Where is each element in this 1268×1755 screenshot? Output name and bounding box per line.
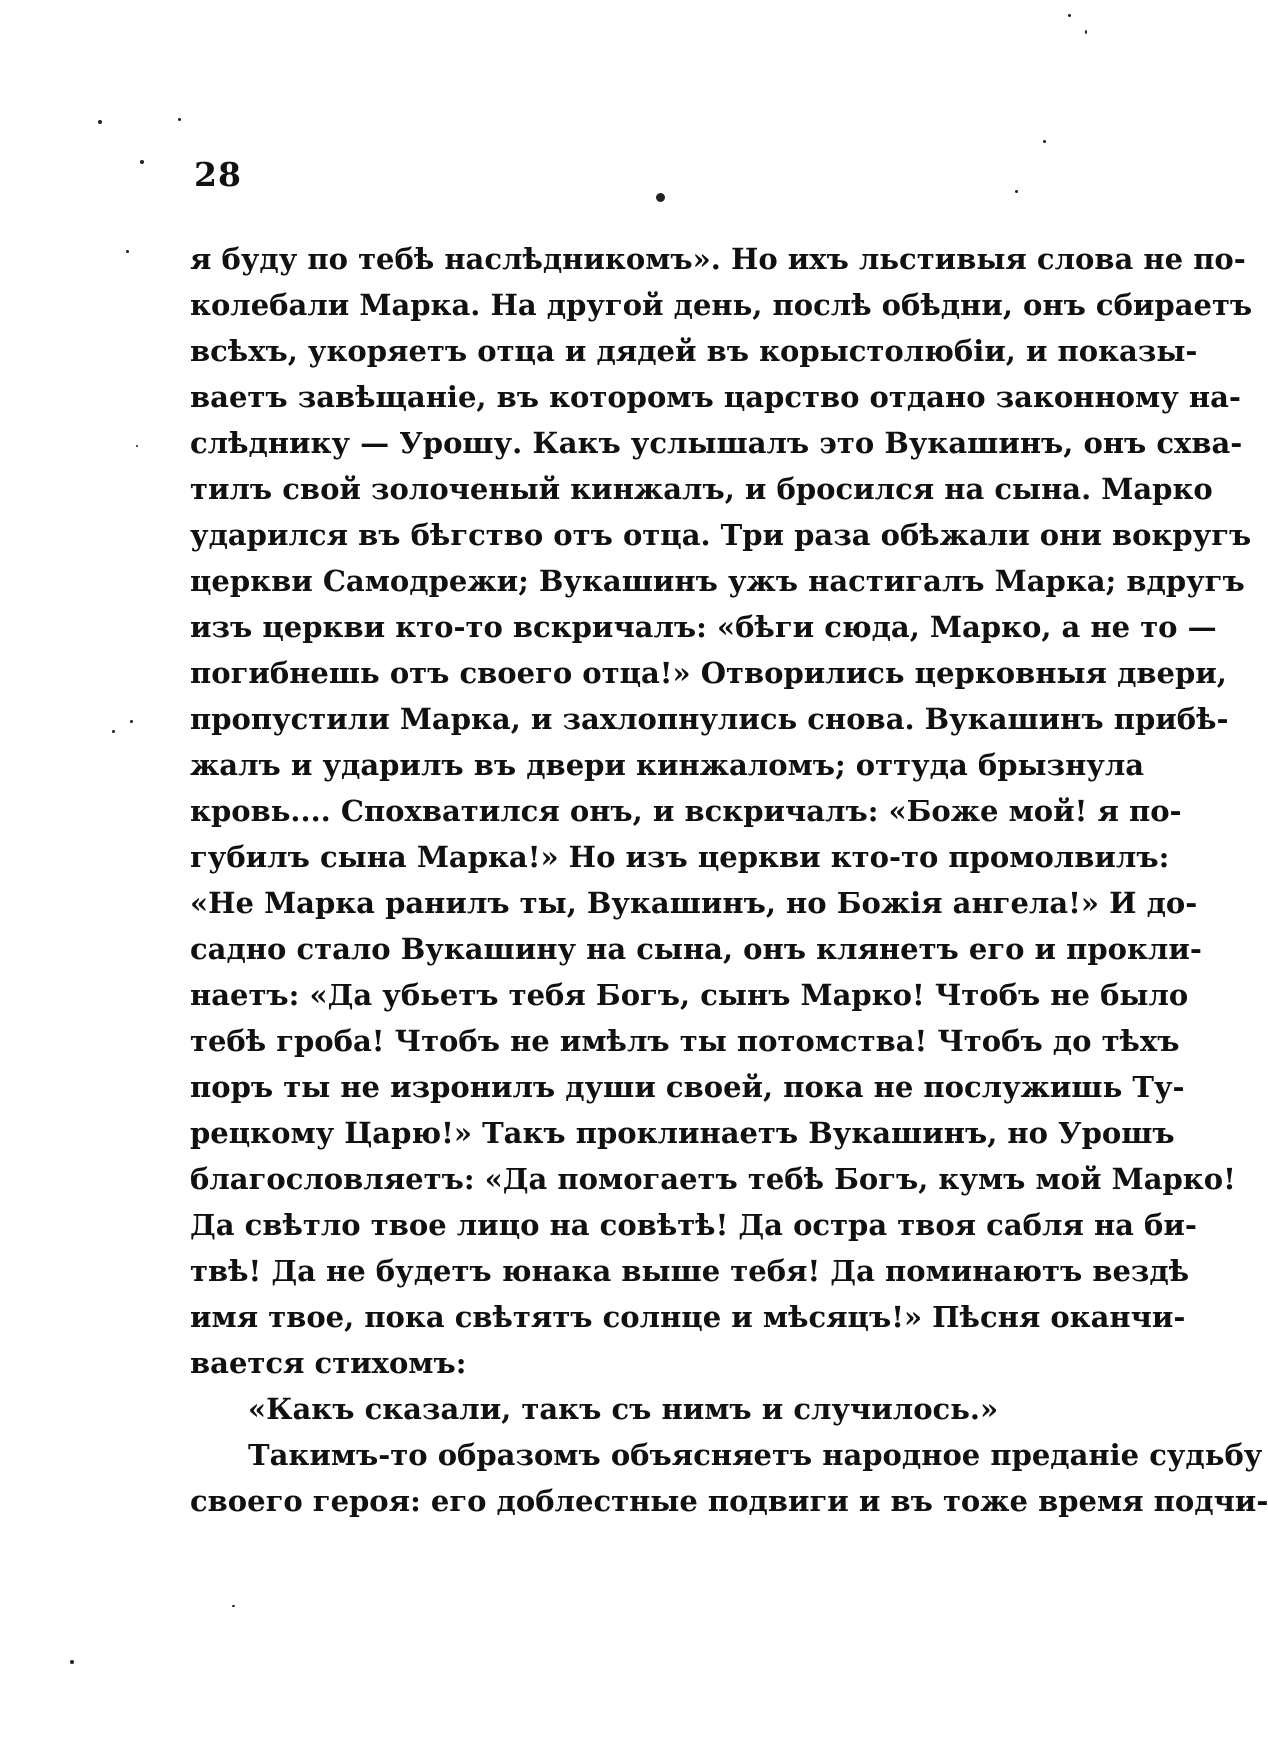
text-line: погибнешь отъ своего отца!» Отворились церковныя двери,	[190, 656, 1227, 690]
scan-speck	[130, 720, 133, 723]
text-line: вается стихомъ:	[190, 1346, 467, 1380]
page-number: 28	[194, 155, 242, 194]
text-line: ваетъ завѣщаніе, въ которомъ царство отдано законному на-	[190, 380, 1241, 414]
scan-speck	[98, 120, 102, 124]
scan-speck	[140, 160, 144, 164]
verse-line: «Какъ сказали, такъ съ нимъ и случилось.»	[248, 1392, 999, 1426]
scan-speck	[232, 1605, 235, 1607]
text-line: пропустили Марка, и захлопнулись снова. Вукашинъ прибѣ-	[190, 702, 1229, 736]
text-line: колебали Марка. На другой день, послѣ обѣдни, онъ сбираетъ	[190, 288, 1253, 322]
paragraph-1	[190, 236, 1253, 1386]
scan-speck	[1068, 14, 1071, 17]
text-line: церкви Самодрежи; Вукашинъ ужъ настигалъ Марка; вдругъ	[190, 564, 1245, 598]
text-line: кровь.... Спохватился онъ, и вскричалъ: «Боже мой! я по-	[190, 794, 1182, 828]
text-line: я буду по тебѣ наслѣдникомъ». Но ихъ льстивыя слова не по-	[190, 242, 1246, 276]
paragraph-2	[190, 1432, 1268, 1524]
text-line: благословляетъ: «Да помогаетъ тебѣ Богъ, кумъ мой Марко!	[190, 1162, 1236, 1196]
text-line: тилъ свой золоченый кинжалъ, и бросился на сына. Марко	[190, 472, 1213, 506]
text-line: поръ ты не изронилъ души своей, пока не послужишь Ту-	[190, 1070, 1185, 1104]
scan-speck	[656, 193, 665, 202]
scan-speck	[112, 730, 115, 733]
scan-speck	[70, 1660, 74, 1664]
text-line: садно стало Вукашину на сына, онъ клянетъ его и прокли-	[190, 932, 1202, 966]
text-line: изъ церкви кто-то вскричалъ: «бѣги сюда, Марко, а не то —	[190, 610, 1217, 644]
text-line: слѣднику — Урошу. Какъ услышалъ это Вукашинъ, онъ схва-	[190, 426, 1243, 460]
text-line: Такимъ-то образомъ объясняетъ народное преданіе судьбу	[248, 1438, 1263, 1472]
text-line: всѣхъ, укоряетъ отца и дядей въ корыстолюбіи, и показы-	[190, 334, 1198, 368]
scan-speck	[1015, 190, 1018, 193]
text-line: жалъ и ударилъ въ двери кинжаломъ; оттуда брызнула	[190, 748, 1145, 782]
text-line: Да свѣтло твое лицо на совѣтѣ! Да остра твоя сабля на би-	[190, 1208, 1197, 1242]
text-line: тебѣ гроба! Чтобъ не имѣлъ ты потомства! Чтобъ до тѣхъ	[190, 1024, 1180, 1058]
text-line: рецкому Царю!» Такъ проклинаетъ Вукашинъ, но Урошъ	[190, 1116, 1175, 1150]
scan-speck	[136, 445, 138, 447]
text-line: «Не Марка ранилъ ты, Вукашинъ, но Божія ангела!» И до-	[190, 886, 1198, 920]
scan-speck	[1085, 30, 1087, 34]
scan-speck	[126, 250, 129, 253]
text-line: наетъ: «Да убьетъ тебя Богъ, сынъ Марко! Чтобъ не было	[190, 978, 1189, 1012]
body-text	[190, 236, 1268, 1524]
text-line: ударился въ бѣгство отъ отца. Три раза обѣжали они вокругъ	[190, 518, 1252, 552]
text-line: своего героя: его доблестные подвиги и въ тоже время подчи-	[190, 1484, 1268, 1518]
scan-speck	[178, 118, 181, 121]
text-line: твѣ! Да не будетъ юнака выше тебя! Да поминаютъ вездѣ	[190, 1254, 1190, 1288]
text-line: имя твое, пока свѣтятъ солнце и мѣсяцъ!» Пѣсня оканчи-	[190, 1300, 1186, 1334]
scan-speck	[1043, 140, 1046, 143]
text-line: губилъ сына Марка!» Но изъ церкви кто-то промолвилъ:	[190, 840, 1170, 874]
